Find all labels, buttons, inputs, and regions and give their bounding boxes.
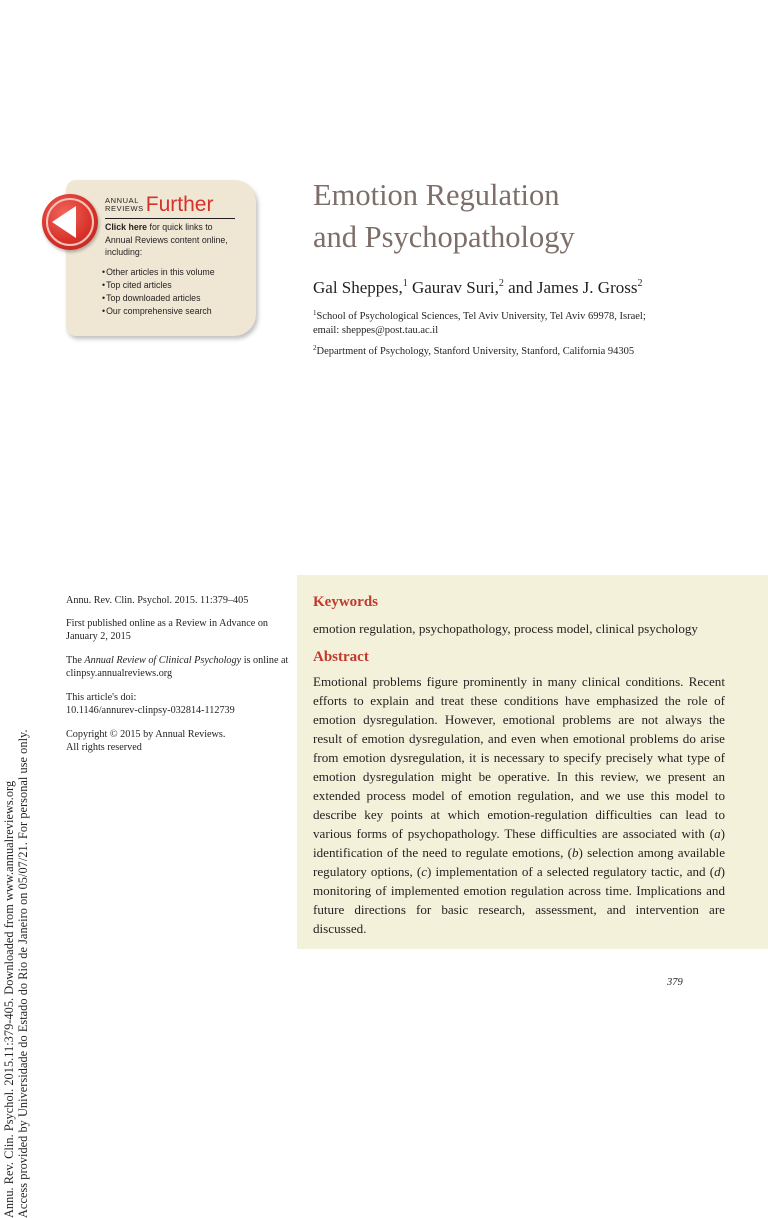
- page-number: 379: [667, 977, 683, 988]
- article-title: Emotion Regulation and Psychopathology: [313, 178, 575, 254]
- further-divider: [105, 218, 235, 219]
- online-availability: The Annual Review of Clinical Psychology is online at clinpsy.annualreviews.org: [66, 655, 289, 680]
- further-link-top-cited[interactable]: • Top cited articles: [102, 279, 215, 292]
- further-logo: [105, 194, 213, 216]
- article-doi: This article's doi: 10.1146/annurev-clinpsy-032814-112739: [66, 692, 235, 717]
- author-suri: Gaurav Suri,: [407, 278, 499, 297]
- download-stamp-line2: Access provided by Universidade do Estado do Rio de Janeiro on 05/07/21. For personal use only.: [16, 729, 30, 1218]
- further-link-top-downloaded[interactable]: • Top downloaded articles: [102, 292, 215, 305]
- further-brand-small-2: REVIEWS: [105, 204, 144, 213]
- citation: Annu. Rev. Clin. Psychol. 2015. 11:379–405: [66, 595, 249, 606]
- abstract-text: Emotional problems figure prominently in many clinical conditions. Recent efforts to explain and treat these conditions have emphasized the role of emotion dysregulation. However, emotional problems are not always the result of emotion dysregulation, and even when emotional problems do arise from emotion dysregulation, it is necessary to specify precisely what type of emotion dysregulation might be operative. In this review, we present an extended process model of emotion regulation, and we use this model to describe key points at which emotion-regulation difficulties can lead to various forms of psychopathology. These difficulties are associated with (a) identification of the need to regulate emotions, (b) selection among available regulatory options, (c) implementation of a selected regulatory tactic, and (d) monitoring of implemented emotion regulation across time. Implications and future directions for basic research, assessment, and intervention are discussed.: [313, 674, 726, 936]
- keywords-text: emotion regulation, psychopathology, process model, clinical psychology: [313, 621, 698, 636]
- affiliation-2: $^2$Department of Psychology, Stanford University, Stanford, California 94305: [313, 344, 635, 357]
- author-gross: and James J. Gross: [503, 278, 638, 297]
- download-stamp: [2, 266, 32, 1218]
- further-description: Click here for quick links to Annual Reviews content online, including:: [105, 222, 228, 257]
- abstract-heading: Abstract: [313, 649, 369, 665]
- journal-url[interactable]: clinpsy.annualreviews.org: [66, 668, 173, 680]
- further-links-list: [102, 266, 215, 318]
- doi-link[interactable]: 10.1146/annurev-clinpsy-032814-112739: [66, 705, 235, 717]
- further-link-other-articles[interactable]: • Other articles in this volume: [102, 266, 215, 279]
- further-brand-big: Further: [145, 193, 214, 216]
- affiliation-1: $^1$School of Psychological Sciences, Tel Aviv University, Tel Aviv 69978, Israel; email: sheppes@post.tau.ac.il: [313, 309, 646, 336]
- further-link-search[interactable]: • Our comprehensive search: [102, 305, 215, 318]
- back-arrow-icon[interactable]: [42, 194, 98, 250]
- keywords-heading: Keywords: [313, 594, 378, 610]
- first-published: First published online as a Review in Advance on January 2, 2015: [66, 618, 269, 643]
- further-brand-small-1: ANNUAL: [105, 195, 140, 205]
- author-email: email: sheppes@post.tau.ac.il: [313, 325, 439, 336]
- journal-name: Annual Review of Clinical Psychology: [84, 655, 242, 666]
- click-here-link[interactable]: Click here: [105, 222, 148, 232]
- download-stamp-line1: Annu. Rev. Clin. Psychol. 2015.11:379-405. Downloaded from www.annualreviews.org: [2, 780, 16, 1218]
- author-sheppes: Gal Sheppes,: [313, 278, 403, 297]
- author-list: Gal Sheppes,$^1$ Gaurav Suri,$^2$ and James J. Gross$^2$: [313, 278, 643, 297]
- copyright: Copyright © 2015 by Annual Reviews. All rights reserved: [66, 729, 226, 754]
